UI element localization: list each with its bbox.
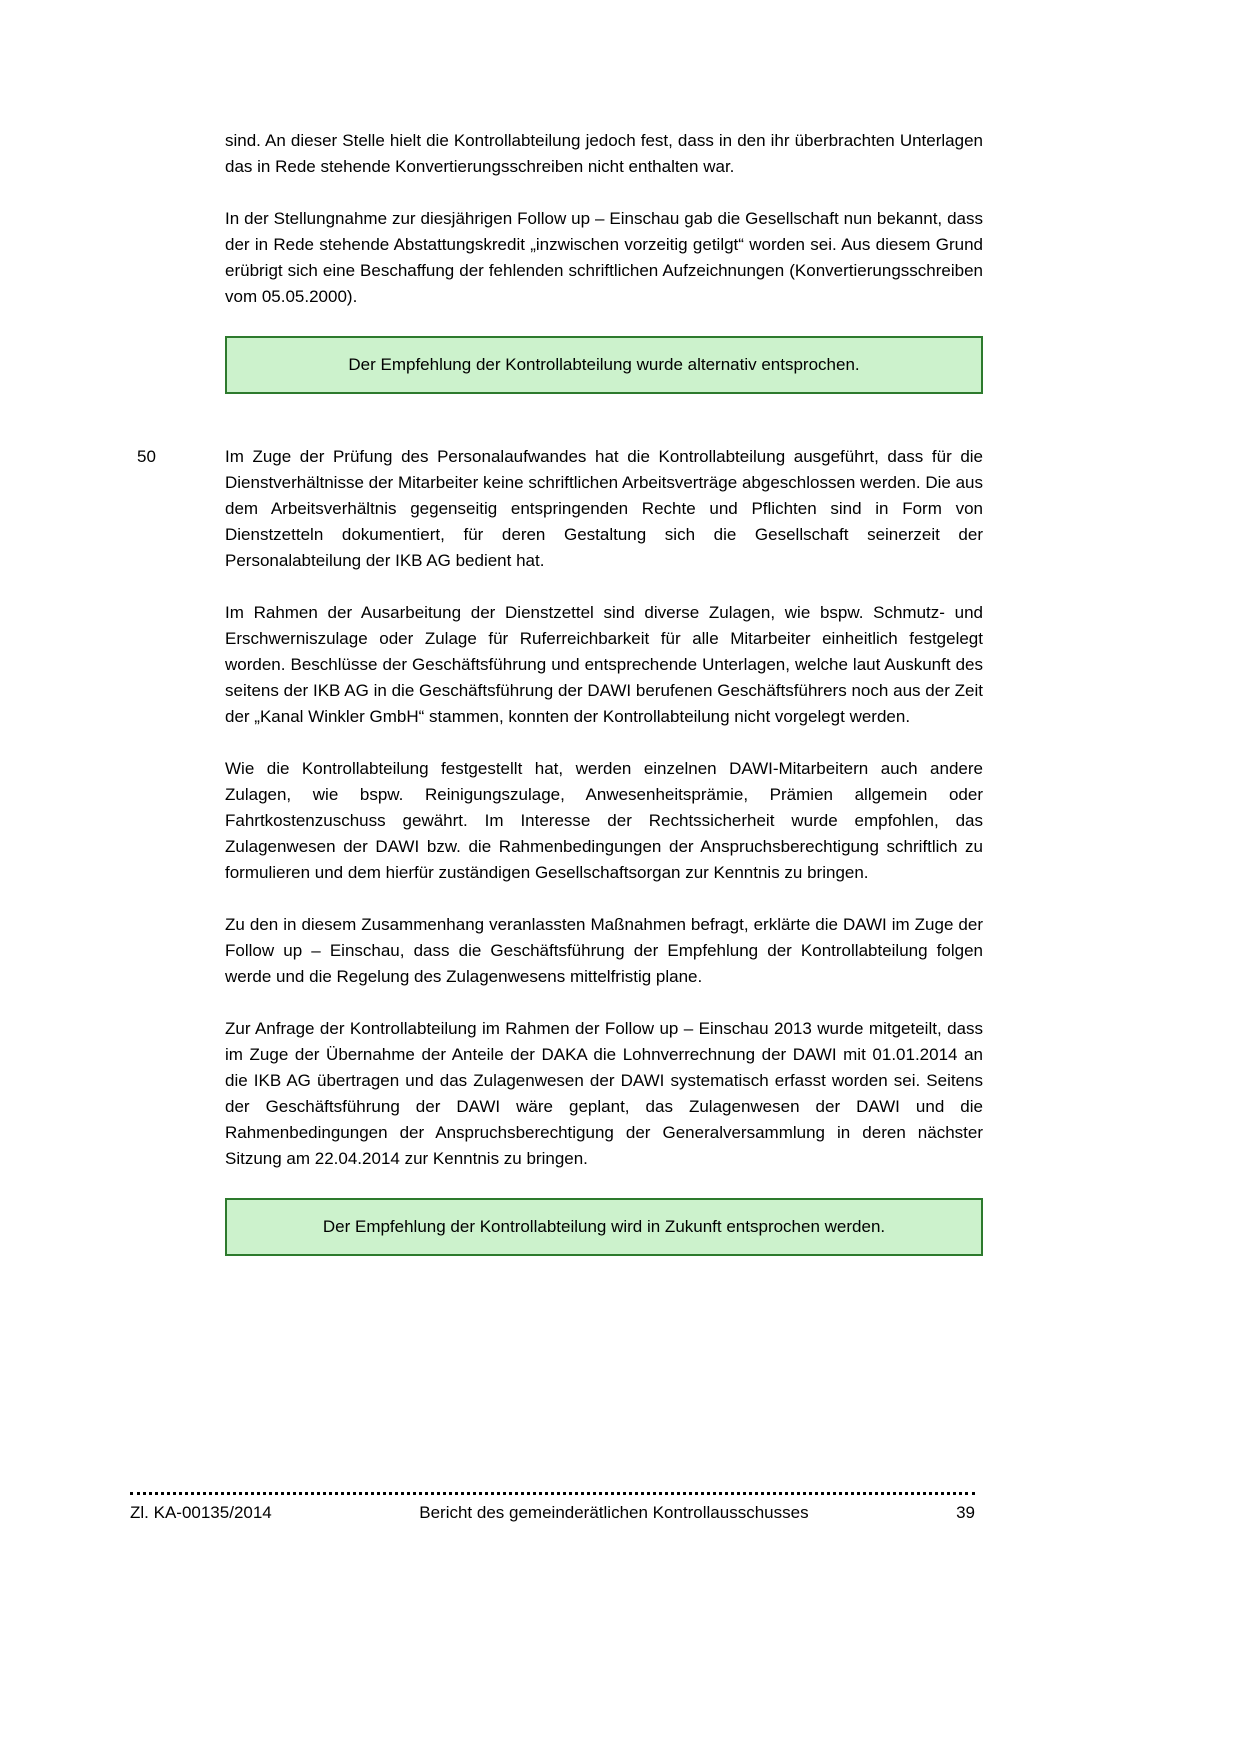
page-footer	[130, 1492, 975, 1524]
footer-row	[130, 1502, 975, 1524]
paragraph: Zur Anfrage der Kontrollabteilung im Rahmen der Follow up – Einschau 2013 wurde mitgeteilt, dass im Zuge der Übernahme der Anteile der DAKA die Lohnverrechnung der DAWI mit 01.01.2014 an die IKB AG übertragen und das Zulagenwesen der DAWI systematisch erfasst worden sei. Seitens der Geschäftsführung der DAWI wäre geplant, das Zulagenwesen der DAWI und die Rahmenbedingungen der Anspruchsberechtigung der Generalversammlung in deren nächster Sitzung am 22.04.2014 zur Kenntnis zu bringen.	[225, 1019, 983, 1168]
paragraph: Wie die Kontrollabteilung festgestellt hat, werden einzelnen DAWI-Mitarbeitern auch andere Zulagen, wie bspw. Reinigungszulage, Anwesenheitsprämie, Prämien allgemein oder Fahrtkostenzuschuss gewährt. Im Interesse der Rechtssicherheit wurde empfohlen, das Zulagenwesen der DAWI bzw. die Rahmenbedingungen der Anspruchsberechtigung schriftlich zu formulieren und dem hierfür zuständigen Gesellschaftsorgan zur Kenntnis zu bringen.	[225, 759, 983, 882]
footer-page-number: 39	[956, 1503, 975, 1522]
report-item	[137, 444, 983, 1172]
paragraph: Im Zuge der Prüfung des Personalaufwandes hat die Kontrollabteilung ausgeführt, dass für die Dienstverhältnisse der Mitarbeiter keine schriftlichen Arbeitsverträge abgeschlossen werden. Die aus dem Arbeitsverhältnis gegenseitig entspringenden Rechte und Pflichten sind in Form von Dienstzetteln dokumentiert, für deren Gestaltung sich die Gesellschaft seinerzeit der Personalabteilung der IKB AG bedient hat.	[225, 447, 983, 570]
recommendation-box	[225, 336, 983, 394]
footer-reference: Zl. KA-00135/2014	[130, 1503, 272, 1522]
footer-title: Bericht des gemeinderätlichen Kontrollausschusses	[419, 1503, 809, 1522]
paragraph: Zu den in diesem Zusammenhang veranlassten Maßnahmen befragt, erklärte die DAWI im Zuge der Follow up – Einschau, dass die Geschäftsführung der Empfehlung der Kontrollabteilung folgen werde und die Regelung des Zulagenwesens mittelfristig plane.	[225, 915, 983, 986]
recommendation-box	[225, 1198, 983, 1256]
recommendation-text: Der Empfehlung der Kontrollabteilung wird in Zukunft entsprochen werden.	[322, 1217, 886, 1236]
paragraph: In der Stellungnahme zur diesjährigen Follow up – Einschau gab die Gesellschaft nun bekannt, dass der in Rede stehende Abstattungskredit „inzwischen vorzeitig getilgt“ worden sei. Aus diesem Grund erübrigt sich eine Beschaffung der fehlenden schriftlichen Aufzeichnungen (Konvertierungsschreiben vom 05.05.2000).	[225, 209, 983, 306]
footer-divider	[130, 1492, 975, 1495]
paragraph: Im Rahmen der Ausarbeitung der Dienstzettel sind diverse Zulagen, wie bspw. Schmutz- und Erschwerniszulage oder Zulage für Ruferreichbarkeit für alle Mitarbeiter einheitlich festgelegt worden. Beschlüsse der Geschäftsführung und entsprechende Unterlagen, welche laut Auskunft des seitens der IKB AG in die Geschäftsführung der DAWI berufenen Geschäftsführers noch aus der Zeit der „Kanal Winkler GmbH“ stammen, konnten der Kontrollabteilung nicht vorgelegt werden.	[225, 603, 983, 726]
item-number: 50	[137, 447, 156, 466]
document-content	[137, 128, 983, 1306]
paragraph: sind. An dieser Stelle hielt die Kontrollabteilung jedoch fest, dass in den ihr überbrachten Unterlagen das in Rede stehende Konvertierungsschreiben nicht enthalten war.	[225, 131, 983, 176]
recommendation-text: Der Empfehlung der Kontrollabteilung wurde alternativ entsprochen.	[348, 355, 860, 374]
